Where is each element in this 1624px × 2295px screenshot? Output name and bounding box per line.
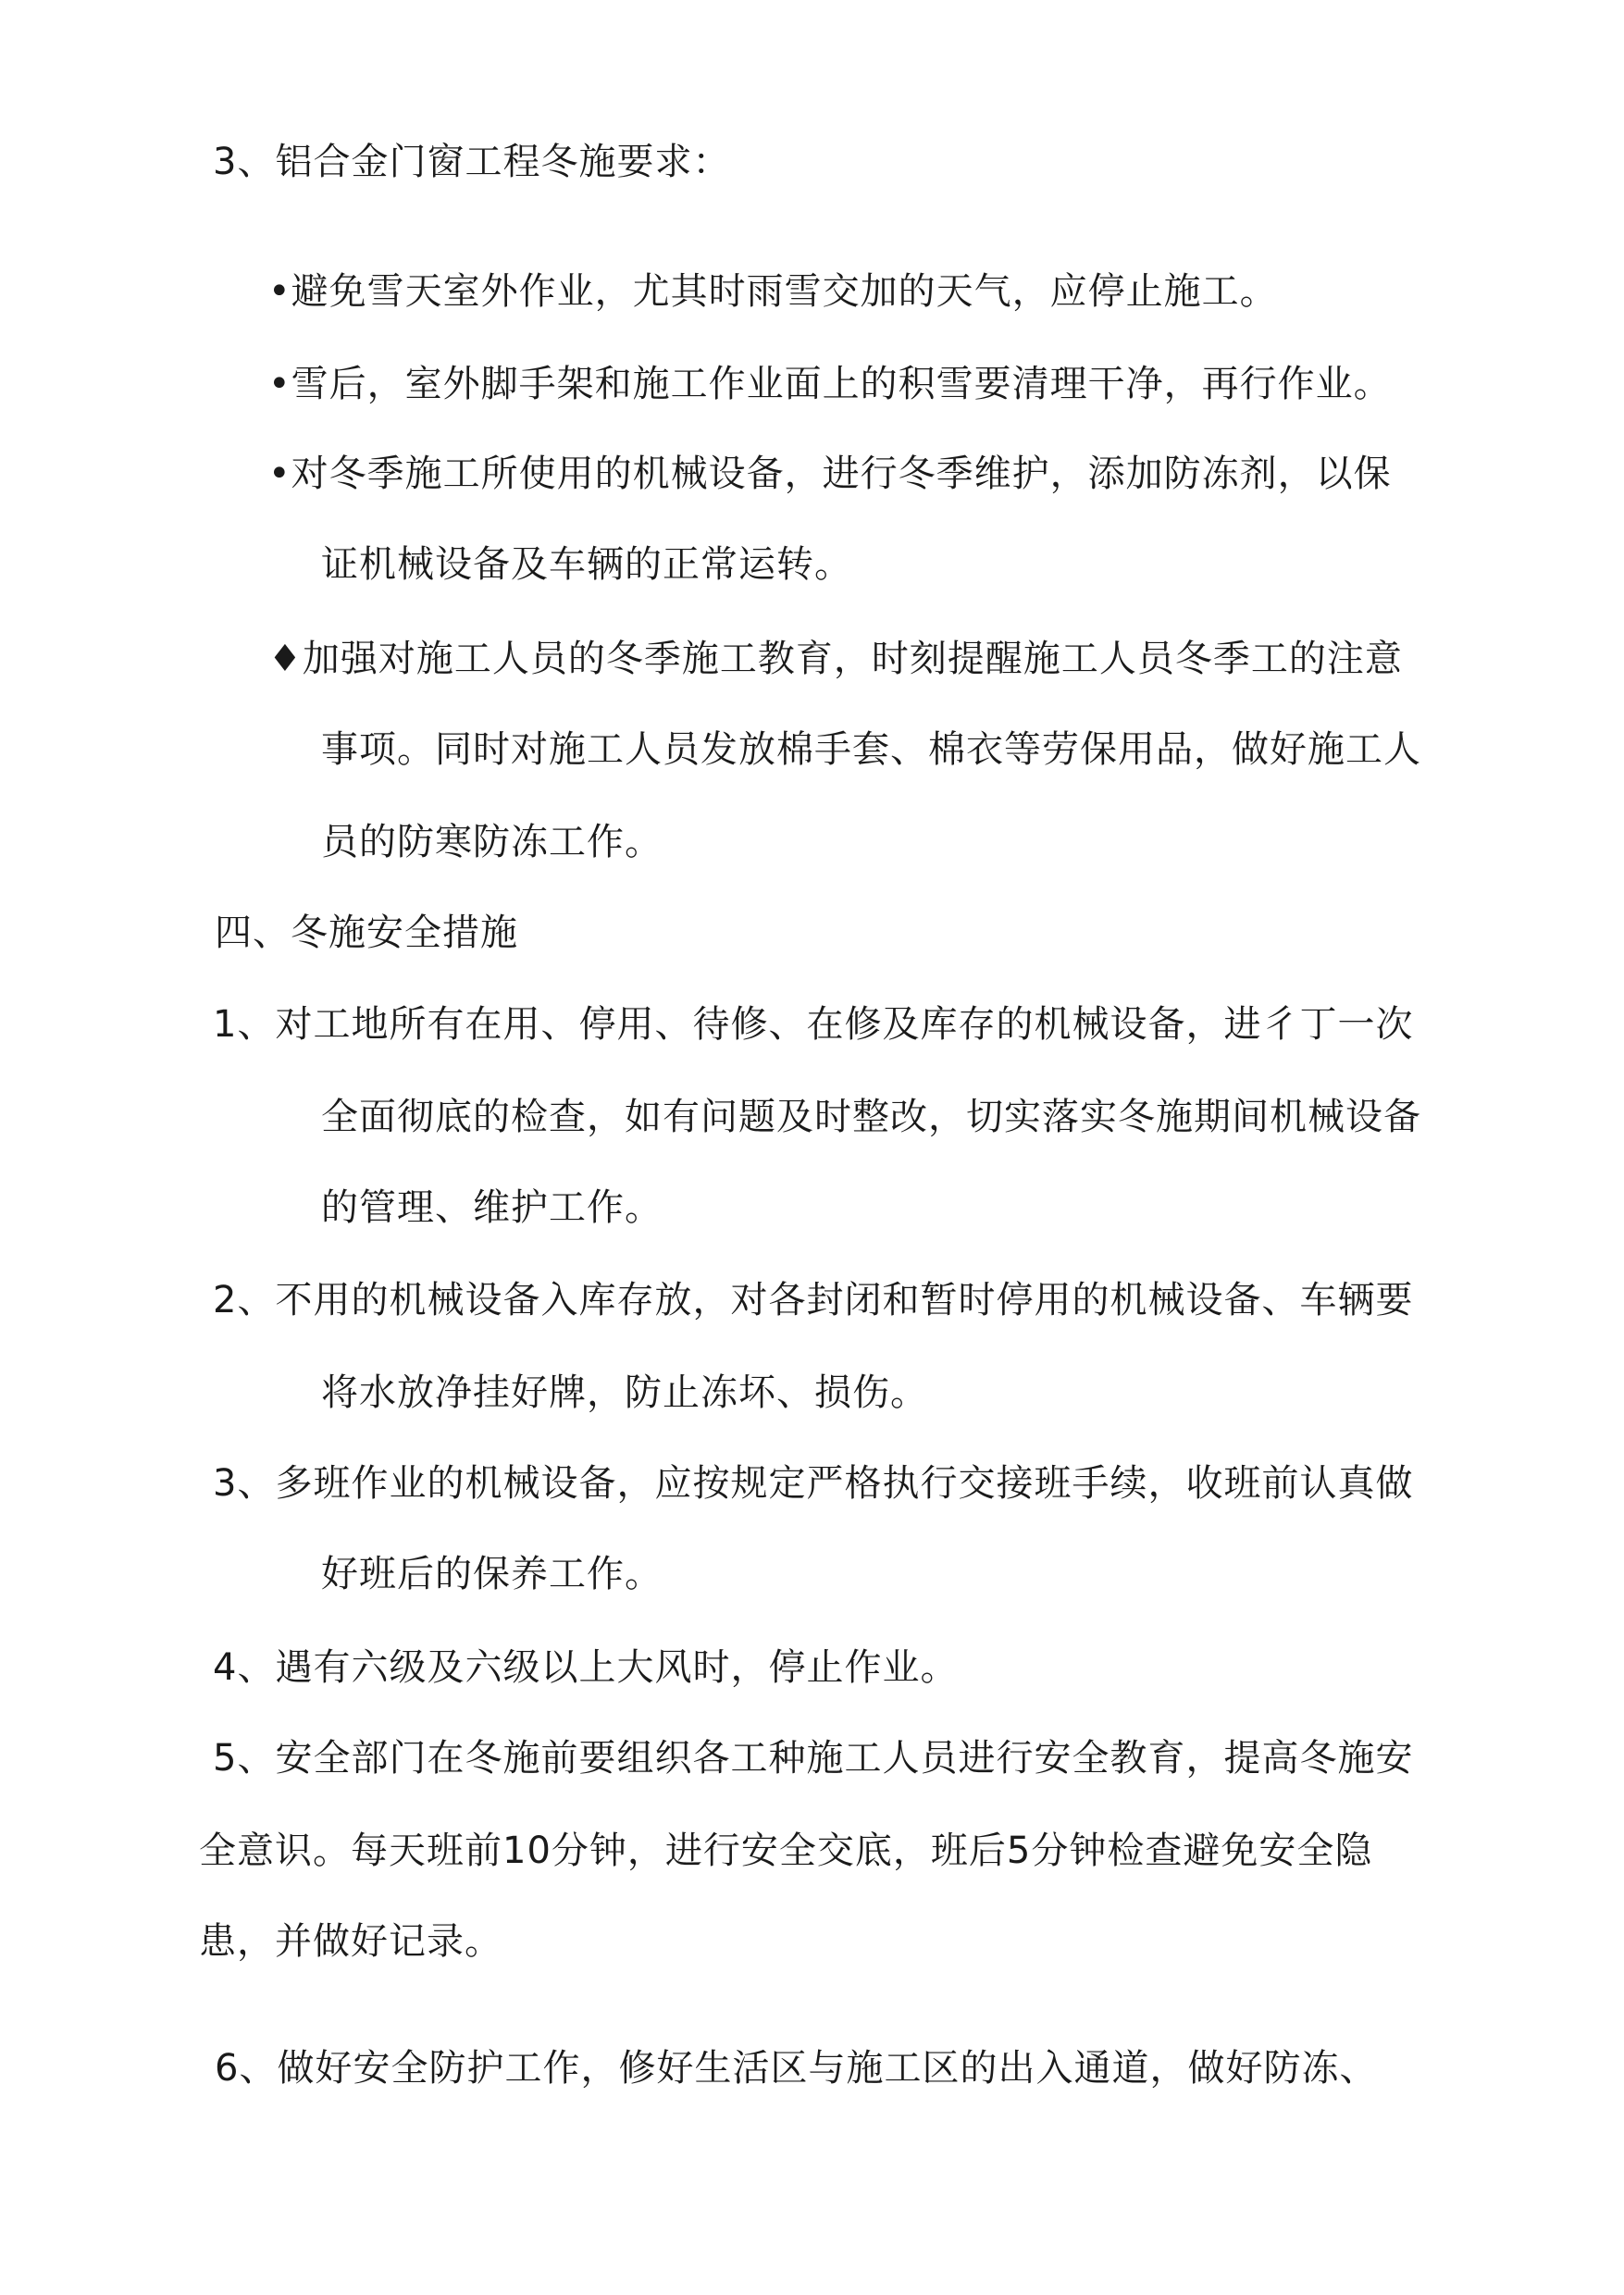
list-item-continuation: 将水放净挂好牌，防止冻坏、损伤。: [321, 1371, 928, 1414]
list-item: 3、多班作业的机械设备，应按规定严格执行交接班手续，收班前认真做: [213, 1462, 1414, 1505]
list-item: 2、不用的机械设备入库存放，对各封闭和暂时停用的机械设备、车辆要: [213, 1279, 1414, 1321]
list-item: 1、对工地所有在用、停用、待修、在修及库存的机械设备，进彳丁一次: [213, 1003, 1414, 1046]
bullet-item: •对冬季施工所使用的机械设备，进行冬季维护，添加防冻剂，以保: [268, 453, 1392, 495]
bullet-item-continuation: 事项。同时对施工人员发放棉手套、棉衣等劳保用品，做好施工人: [321, 728, 1421, 771]
list-item: 6、做好安全防护工作，修好生活区与施工区的出入通道，做好防冻、: [215, 2047, 1378, 2090]
bullet-item-continuation: 证机械设备及车辆的正常运转。: [321, 543, 852, 586]
bullet-item-continuation: 员的防寒防冻工作。: [321, 821, 663, 863]
section-heading: 四、冬施安全措施: [215, 912, 518, 954]
section-3-title: 3、铝合金门窗工程冬施要求：: [213, 141, 731, 183]
list-item: 4、遇有六级及六级以上大风时，停止作业。: [213, 1646, 959, 1689]
bullet-item: •避免雪天室外作业，尤其时雨雪交加的天气，应停止施工。: [268, 270, 1278, 313]
list-item: 5、安全部门在冬施前要组织各工种施工人员进行安全教育，提高冬施安: [213, 1737, 1414, 1780]
list-item-continuation: 患，并做好记录。: [199, 1920, 502, 1963]
list-item-continuation: 的管理、维护工作。: [321, 1186, 663, 1229]
list-item-continuation: 好班后的保养工作。: [321, 1553, 663, 1595]
list-item-continuation: 全面彻底的检查，如有问题及时整改，切实落实冬施期间机械设备: [321, 1096, 1421, 1138]
list-item-continuation: 全意识。每天班前10分钟，进行安全交底，班后5分钟检查避免安全隐: [199, 1830, 1373, 1872]
bullet-item: ♦加强对施工人员的冬季施工教育，时刻提醒施工人员冬季工的注意: [268, 638, 1403, 680]
bullet-item: •雪后，室外脚手架和施工作业面上的积雪要清理干净，再行作业。: [268, 363, 1392, 405]
